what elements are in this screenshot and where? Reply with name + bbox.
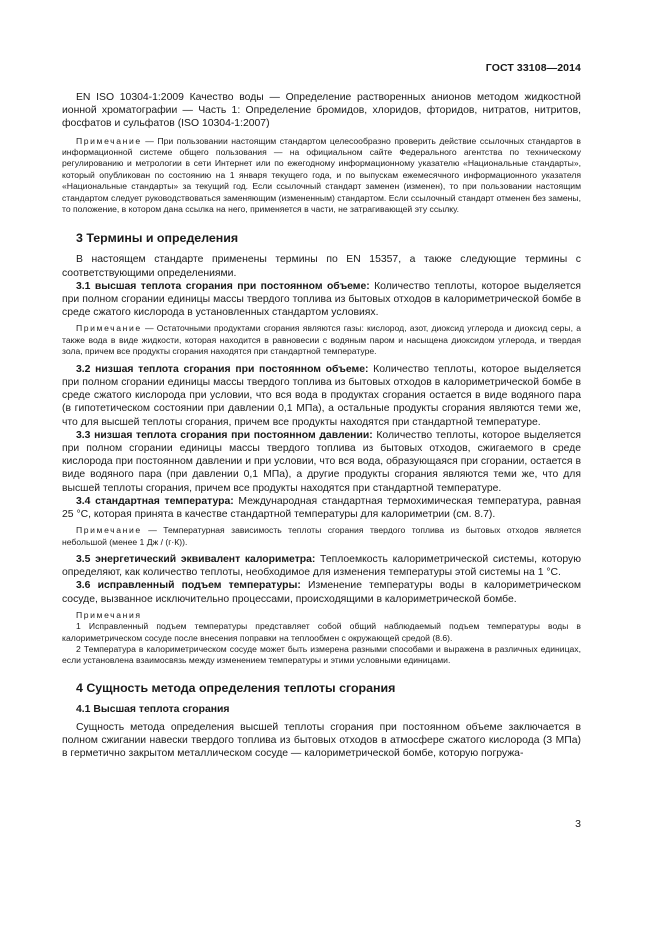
notes-label xyxy=(62,610,581,621)
normative-reference: EN ISO 10304-1:2009 Качество воды — Определение растворенных анионов методом жидкостной ионной хроматографии — Часть 1: Определение бромидов, хлоридов, фторидов, нитратов, нитритов, фосфатов и сульфатов (ISO 10304-1:2007) xyxy=(62,92,581,130)
note-3-4 xyxy=(62,525,581,548)
term-3-3-definition: Количество теплоты, которое выделяется при полном сгорании единицы массы твердого топлива из бытовых отходов, сжигаемого в среде кислорода при постоянном давлении и при условии, что вся вода, образующаяся при сгорании, остается в виде водяного пара (при давлении 0,1 МПа), а другие продукты сгорания являются теми же, что для высшей теплоты сгорания, причем все продукты находятся при стандартной температуре. xyxy=(62,429,582,494)
standard-designation: ГОСТ 33108—2014 xyxy=(485,62,581,74)
term-3-6-name: 3.6 исправленный подъем температуры: xyxy=(76,580,301,592)
note-references xyxy=(62,136,581,216)
term-3-1 xyxy=(62,280,581,320)
subsection-4-1-heading: 4.1 Высшая теплота сгорания xyxy=(76,703,230,715)
page-content xyxy=(62,91,581,761)
term-3-5-definition: Теплоемкость калориметрической системы, которую определяют, как количество теплоты, необходимое для изменения температуры этой системы на 1 °С. xyxy=(62,553,581,579)
page-number: 3 xyxy=(575,818,581,830)
note-3-1 xyxy=(62,323,581,357)
term-3-1-definition: Количество теплоты, которое выделяется при полном сгорании единицы массы твердого топлива из бытовых отходов в калориметрической бомбе в среде сжатого кислорода в установленных стандартом условиях. xyxy=(62,280,581,319)
term-3-2-definition: Количество теплоты, которое выделяется при полном сгорании единицы массы твердого топлива из бытовых отходов в калориметрической бомбе в среде сжатого кислорода при условии, что вся вода в продуктах сгорания остается в виде водяного пара (в гипотетическом состоянии при давлении 0,1 МПа), а остальные продукты сгорания являются теми же, что для высшей теплоты сгорания, причем все продукты находятся при стандартной температуре. xyxy=(62,363,582,428)
term-3-3-name: 3.3 низшая теплота сгорания при постоянном давлении: xyxy=(76,429,373,441)
term-3-4-name: 3.4 стандартная температура: xyxy=(76,495,234,507)
note-label: Примечание xyxy=(76,323,142,334)
section-4-1-text: Сущность метода определения высшей теплоты сгорания при постоянном объеме заключается в полном сжигании навески твердого топлива из бытовых отходов в атмосфере сжатого кислорода (3 МПа) в герметично закрытом металлическом сосуде — калориметрической бомбе, которую погружа- xyxy=(62,721,581,760)
term-3-6 xyxy=(62,579,581,605)
section-3-intro: В настоящем стандарте применены термины по EN 15357, а также следующие термины с соответствующими определениями. xyxy=(62,254,581,279)
term-3-4 xyxy=(62,495,581,521)
term-3-2 xyxy=(62,363,581,429)
term-3-4-definition: Международная стандартная термохимическая температура, равная 25 °С, которая принята в качестве стандартной температуры для калориметрии (см. 8.7). xyxy=(62,495,582,520)
term-3-6-definition: Изменение температуры воды в калориметрическом сосуде, вызванное исключительно процессами, происходящими в калориметрической бомбе. xyxy=(62,580,581,605)
note-text: — Остаточными продуктами сгорания являются газы: кислород, азот, диоксид углерода и диоксид серы, а также вода в виде жидкости, которая находится в равновесии с водяным паром и насыщена диоксидом углерода, и твердая зола, причем все продукты сгорания находятся при стандартной температуре. xyxy=(62,323,581,357)
note-text: — Температурная зависимость теплоты сгорания твердого топлива из бытовых отходов является небольшой (менее 1 Дж / (г·К)). xyxy=(62,525,581,547)
term-3-2-name: 3.2 низшая теплота сгорания при постоянном объеме: xyxy=(76,363,369,375)
notes-label-text: Примечания xyxy=(76,609,142,620)
note-item-1: 1 Исправленный подъем температуры представляет собой общий наблюдаемый подъем температуры воды в калориметрическом сосуде после внесения поправки на теплообмен с окружающей средой (8.6). xyxy=(62,621,581,643)
note-item-2: 2 Температура в калориметрическом сосуде может быть измерена разными способами и выражена в различных единицах, если установлена взаимосвязь между изменением температуры и этими условными единицами. xyxy=(62,643,581,666)
note-text: — При пользовании настоящим стандартом целесообразно проверить действие ссылочных стандартов в информационной системе общего пользования — на официальном сайте Федерального агентства по техническому регулированию и метрологии в сети Интернет или по ежегодному информационному указателю «Национальные стандарты», который опубликован по состоянию на 1 января текущего года, и по выпускам ежемесячного информационного указателя «Национальные стандарты» за текущий год. Если ссылочный стандарт заменен (изменен), то при пользовании настоящим стандартом следует руководствоваться заменяющим (измененным) стандартом. Если ссылочный стандарт отменен без замены, то положение, в котором дана ссылка на него, применяется в части, не затрагивающей эту ссылку. xyxy=(62,135,581,215)
term-3-5 xyxy=(62,553,581,579)
term-3-5-name: 3.5 энергетический эквивалент калориметра: xyxy=(76,553,316,565)
note-label: Примечание xyxy=(76,135,142,146)
term-3-3 xyxy=(62,429,581,495)
section-4-heading: 4 Сущность метода определения теплоты сгорания xyxy=(76,680,396,695)
note-label: Примечание xyxy=(76,525,142,536)
section-3-heading: 3 Термины и определения xyxy=(76,231,239,246)
term-3-1-name: 3.1 высшая теплота сгорания при постоянном объеме: xyxy=(76,280,370,292)
